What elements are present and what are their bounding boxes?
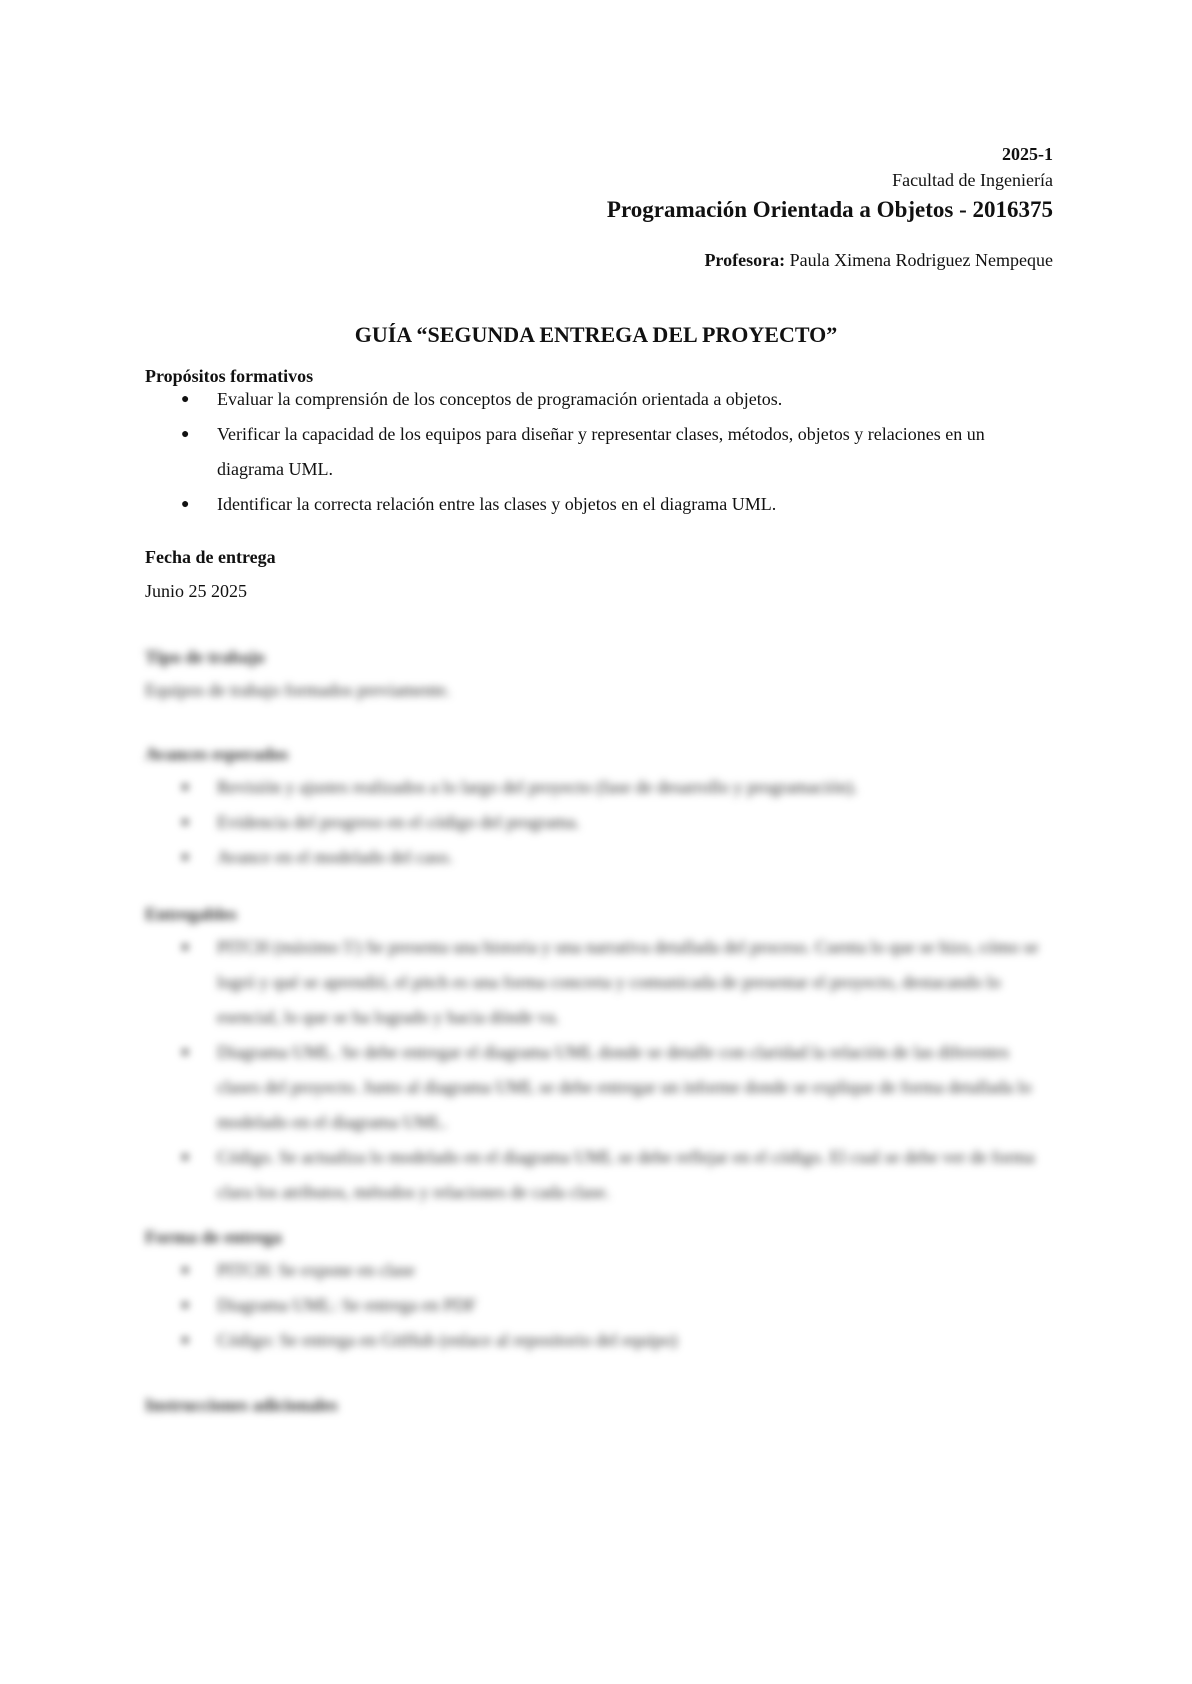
bullet-icon: ● (181, 815, 190, 830)
bullet-icon: ● (181, 940, 190, 955)
work-type-text: Equipos de trabajo formados previamente. (145, 680, 451, 700)
work-type-section (145, 645, 1055, 708)
work-type-heading: Tipo de trabajo (145, 647, 265, 667)
bullet-icon: ● (181, 1333, 190, 1348)
additional-section (145, 1393, 1055, 1421)
course-title: Programación Orientada a Objetos - 2016375 (606, 197, 1053, 222)
deliverables-list (145, 930, 1055, 1210)
list-item: ● PITCH (máximo 5') Se presenta una historia y una narrativa detallada del proceso. Cuenta lo que se hizo, cómo se logró y qué se aprendió, el pitch es una forma concreta y comunicada de presentar el proyecto, destacando lo esencial, lo que se ha logrado y hacia dónde va. (145, 930, 1055, 1035)
purposes-list (145, 382, 1055, 522)
list-item: ● Código. Se actualiza lo modelado en el diagrama UML se debe reflejar en el código. El cual se debe ver de forma clara los atributos, métodos y relaciones de cada clase. (145, 1140, 1055, 1210)
professor-label: Profesora: (704, 250, 786, 270)
bullet-icon: ● (181, 1298, 190, 1313)
term-label: 2025-1 (1002, 144, 1053, 164)
bullet-icon: ● (181, 1150, 190, 1165)
bullet-icon: ● (181, 427, 190, 442)
deliverables-section (145, 902, 1055, 1210)
deliverables-heading: Entregables (145, 904, 237, 924)
list-item: ● Diagrama UML. Se debe entregar el diagrama UML donde se detalle con claridad la relación de las diferentes clases del proyecto. Junto al diagrama UML se debe entregar un informe donde se explique de forma detallada lo modelado en el diagrama UML. (145, 1035, 1055, 1140)
professor-line (704, 250, 1053, 271)
bullet-icon: ● (181, 1263, 190, 1278)
list-item: ● PITCH: Se expone en clase (145, 1253, 1055, 1288)
format-list (145, 1253, 1055, 1358)
list-item: ● Avance en el modelado del caso. (145, 840, 1055, 875)
list-item: ● Verificar la capacidad de los equipos para diseñar y representar clases, métodos, objetos y relaciones en un diagrama UML. (145, 417, 1055, 487)
bullet-icon: ● (181, 780, 190, 795)
progress-heading: Avances esperados (145, 744, 289, 764)
list-item: ● Evaluar la comprensión de los conceptos de programación orientada a objetos. (145, 382, 1055, 417)
delivery-date-value: Junio 25 2025 (145, 581, 248, 601)
progress-list (145, 770, 1055, 875)
progress-section (145, 742, 1055, 875)
list-item: ● Diagrama UML: Se entrega en PDF (145, 1288, 1055, 1323)
bullet-icon: ● (181, 1045, 190, 1060)
delivery-date-section (145, 545, 1055, 603)
purposes-heading: Propósitos formativos (145, 366, 314, 386)
list-item: ● Código: Se entrega en GitHub (enlace al repositorio del equipo) (145, 1323, 1055, 1358)
list-item: ● Identificar la correcta relación entre las clases y objetos en el diagrama UML. (145, 487, 1055, 522)
list-item: ● Evidencia del progreso en el código del programa. (145, 805, 1055, 840)
bullet-icon: ● (181, 850, 190, 865)
professor-name: Paula Ximena Rodriguez Nempeque (789, 250, 1053, 270)
bullet-icon: ● (181, 497, 190, 512)
faculty-name: Facultad de Ingeniería (892, 170, 1053, 190)
list-item: ● Revisión y ajustes realizados a lo largo del proyecto (fase de desarrollo y programación). (145, 770, 1055, 805)
bullet-icon: ● (181, 392, 190, 407)
document-title: GUÍA “SEGUNDA ENTREGA DEL PROYECTO” (354, 322, 838, 347)
format-section (145, 1225, 1055, 1358)
delivery-date-heading: Fecha de entrega (145, 547, 276, 567)
format-heading: Forma de entrega (145, 1227, 282, 1247)
purposes-section (145, 364, 1055, 522)
additional-heading: Instrucciones adicionales (145, 1395, 338, 1415)
